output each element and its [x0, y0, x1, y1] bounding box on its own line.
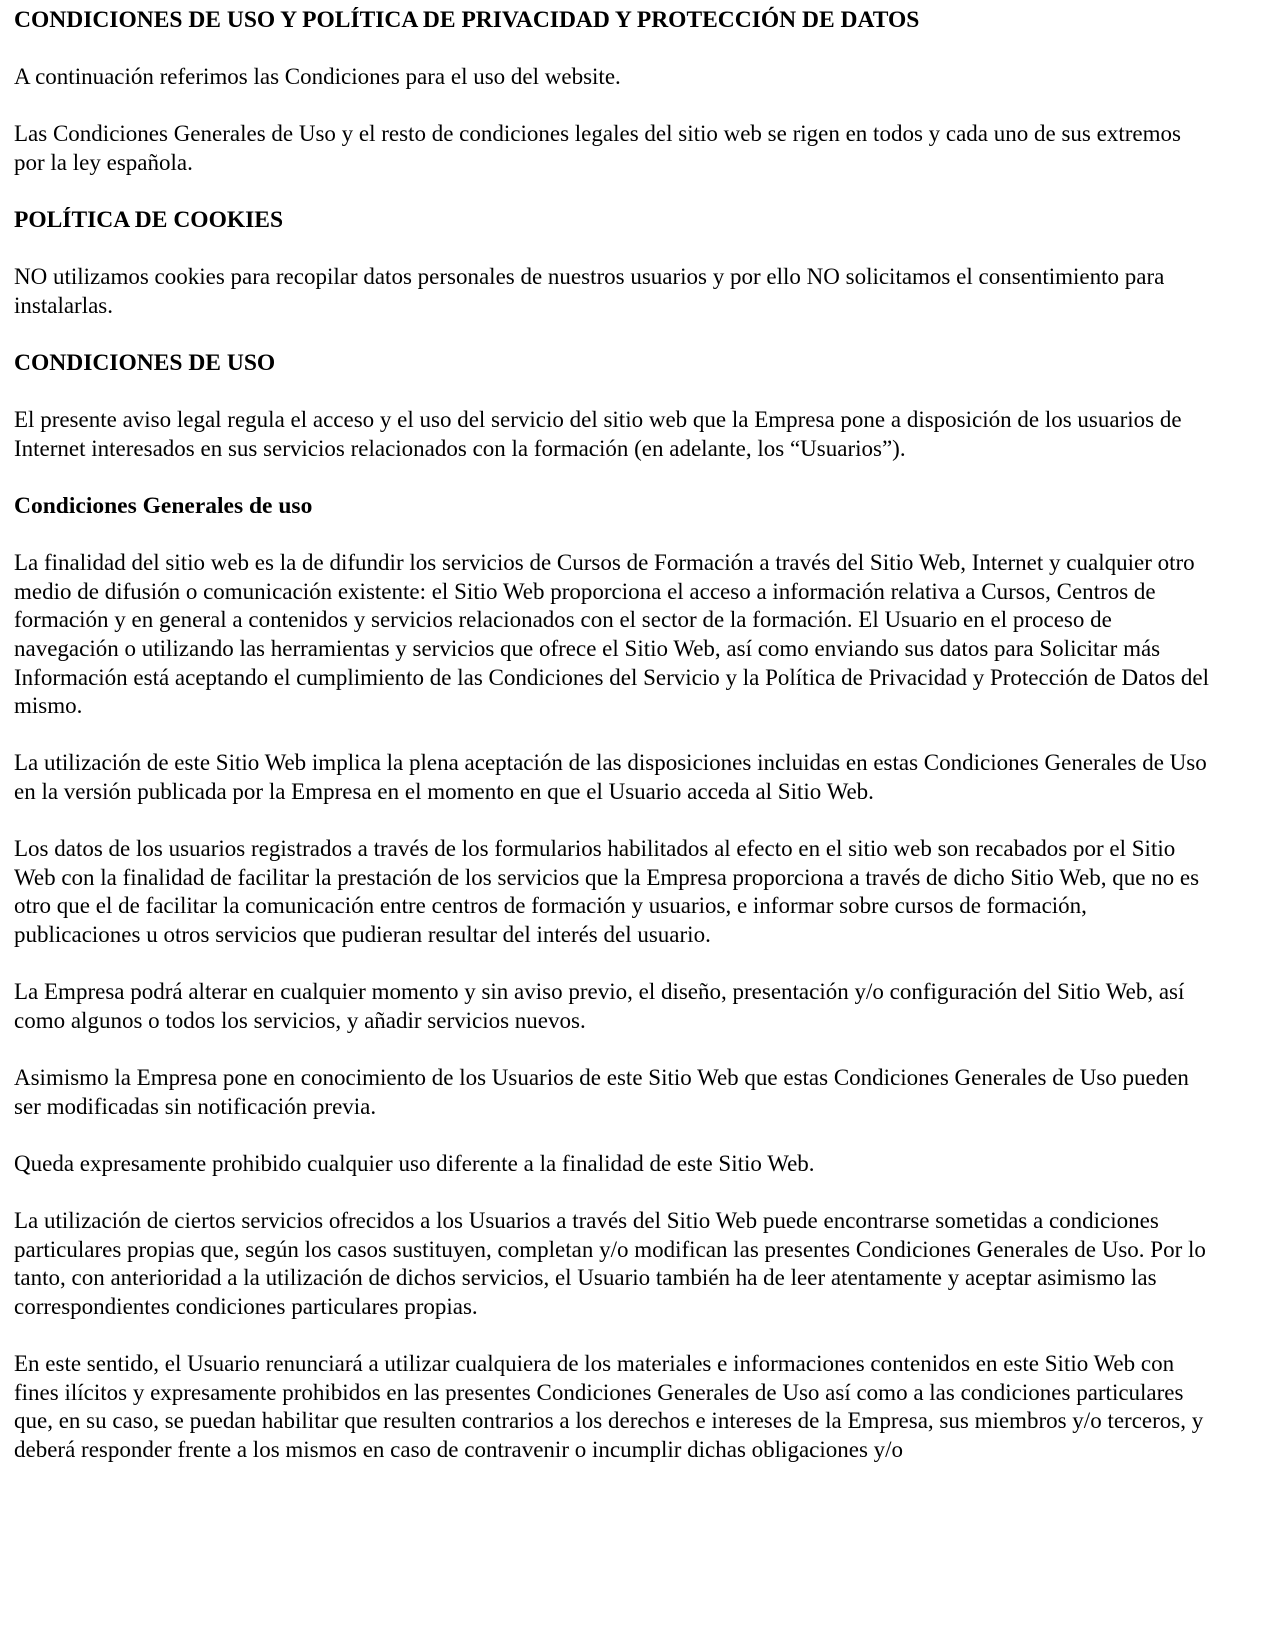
intro-paragraph: Las Condiciones Generales de Uso y el resto de condiciones legales del sitio web se rigen en todos y cada uno de sus extremos por la ley española.: [14, 121, 1181, 175]
condiciones-paragraph: El presente aviso legal regula el acceso y el uso del servicio del sitio web que la Empresa pone a disposición de los usuarios de Internet interesados en sus servicios relacionados con la formación (en adelante, los “Usuarios”).: [14, 407, 1182, 461]
condiciones-generales-paragraph: Los datos de los usuarios registrados a través de los formularios habilitados al efecto en el sitio web son recabados por el Sitio Web con la finalidad de facilitar la prestación de los servicios que la Empresa proporciona a través de dicho Sitio Web, que no es otro que el de facilitar la comunicación entre centros de formación y usuarios, e informar sobre cursos de formación, publicaciones u otros servicios que pudieran resultar del interés del usuario.: [14, 836, 1200, 947]
section-heading-condiciones-de-uso: CONDICIONES DE USO: [14, 350, 276, 377]
intro-paragraph: A continuación referimos las Condiciones para el uso del website.: [14, 64, 621, 90]
subsection-heading-condiciones-generales: Condiciones Generales de uso: [14, 493, 313, 520]
condiciones-generales-paragraph: En este sentido, el Usuario renunciará a utilizar cualquiera de los materiales e informaciones contenidos en este Sitio Web con fines ilícitos y expresamente prohibidos en las presentes Condiciones Generales de Uso así como a las condiciones particulares que, en su caso, se puedan habilitar que resulten contrarios a los derechos e intereses de la Empresa, sus miembros y/o terceros, y deberá responder frente a los mismos en caso de contravenir o incumplir dichas obligaciones y/o: [14, 1350, 1204, 1462]
condiciones-generales-paragraph: La finalidad del sitio web es la de difundir los servicios de Cursos de Formación a través del Sitio Web, Internet y cualquier otro medio de difusión o comunicación existente: el Sitio Web proporciona el acceso a información relativa a Cursos, Centros de formación y en general a contenidos y servicios relacionados con el sector de la formación. El Usuario en el proceso de navegación o utilizando las herramientas y servicios que ofrece el Sitio Web, así como enviando sus datos para Solicitar más Información está aceptando el cumplimiento de las Condiciones del Servicio y la Política de Privacidad y Protección de Datos del mismo.: [14, 550, 1210, 719]
condiciones-generales-paragraph: La utilización de ciertos servicios ofrecidos a los Usuarios a través del Sitio Web puede encontrarse sometidas a condiciones particulares propias que, según los casos sustituyen, completan y/o modifican las presentes Condiciones Generales de Uso. Por lo tanto, con anterioridad a la utilización de dichos servicios, el Usuario también ha de leer atentamente y aceptar asimismo las correspondientes condiciones particulares propias.: [14, 1207, 1206, 1319]
document-title: CONDICIONES DE USO Y POLÍTICA DE PRIVACIDAD Y PROTECCIÓN DE DATOS: [14, 7, 920, 33]
condiciones-generales-paragraph: Asimismo la Empresa pone en conocimiento de los Usuarios de este Sitio Web que estas Condiciones Generales de Uso pueden ser modificadas sin notificación previa.: [14, 1064, 1189, 1119]
condiciones-generales-paragraph: Queda expresamente prohibido cualquier uso diferente a la finalidad de este Sitio Web.: [14, 1150, 815, 1176]
section-heading-politica-de-cookies: POLÍTICA DE COOKIES: [14, 207, 284, 234]
condiciones-generales-paragraph: La Empresa podrá alterar en cualquier momento y sin aviso previo, el diseño, presentación y/o configuración del Sitio Web, así como algunos o todos los servicios, y añadir servicios nuevos.: [14, 979, 1185, 1033]
condiciones-generales-paragraph: La utilización de este Sitio Web implica la plena aceptación de las disposiciones incluidas en estas Condiciones Generales de Uso en la versión publicada por la Empresa en el momento en que el Usuario acceda al Sitio Web.: [14, 750, 1207, 805]
cookies-paragraph: NO utilizamos cookies para recopilar datos personales de nuestros usuarios y por ello NO solicitamos el consentimiento para instalarlas.: [14, 264, 1165, 318]
